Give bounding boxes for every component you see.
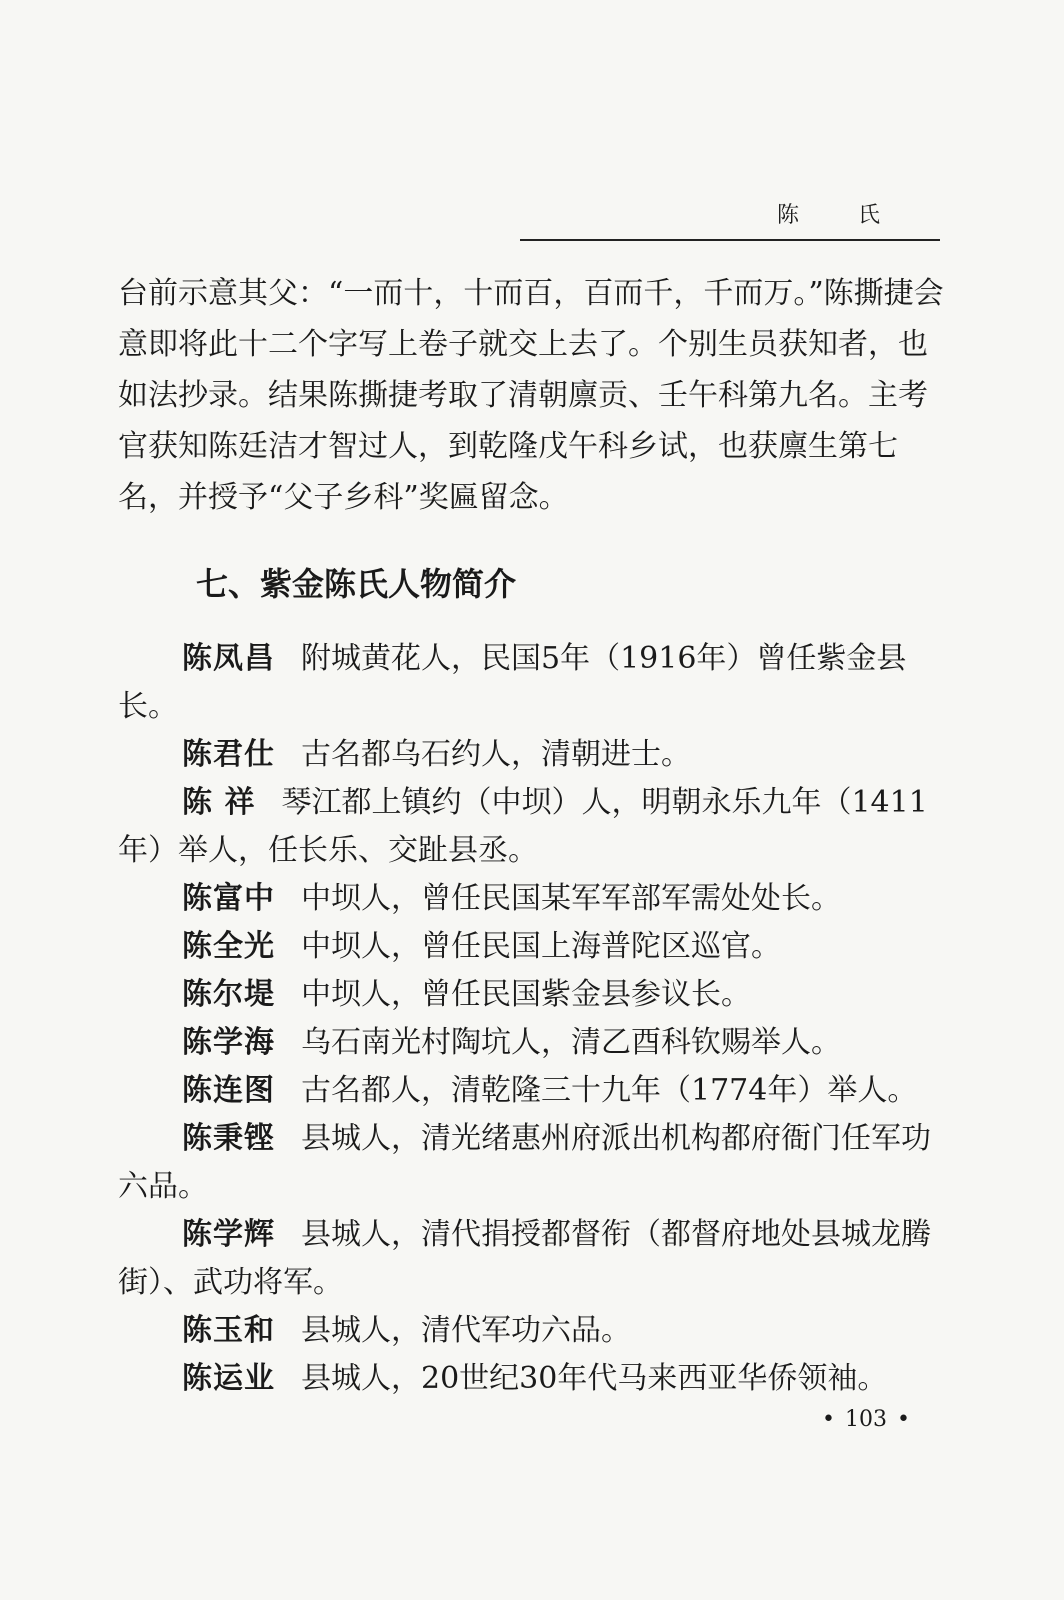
entry-text: 县城人，20世纪30年代马来西亚华侨领袖。 xyxy=(301,1361,888,1396)
running-head-rule xyxy=(520,239,940,241)
entry-text: 县城人，清光绪惠州府派出机构都府衙门任军功六品。 xyxy=(118,1121,931,1204)
running-head-title: 陈 氏 xyxy=(777,203,906,228)
entry-text: 中坝人，曾任民国紫金县参议长。 xyxy=(301,977,751,1012)
biography-entry xyxy=(118,1355,956,1403)
page-number-footer xyxy=(812,1406,920,1434)
entry-text: 古名都乌石约人，清朝进士。 xyxy=(301,737,691,772)
page-content xyxy=(118,268,956,1403)
biography-entry xyxy=(118,635,956,731)
entry-name: 陈富中 xyxy=(182,881,275,916)
biography-entry xyxy=(118,875,956,923)
biography-entry xyxy=(118,971,956,1019)
entry-text: 县城人，清代军功六品。 xyxy=(301,1313,631,1348)
entry-name: 陈君仕 xyxy=(182,737,275,772)
biography-entry xyxy=(118,1211,956,1307)
entry-name: 陈 祥 xyxy=(182,785,256,820)
entry-text: 古名都人，清乾隆三十九年（1774年）举人。 xyxy=(301,1073,918,1108)
biography-entry xyxy=(118,731,956,779)
folio-bullet-right: • xyxy=(896,1407,910,1432)
entry-name: 陈凤昌 xyxy=(182,641,275,676)
opening-paragraph: 台前示意其父：“一而十，十而百，百而千，千而万。”陈撕捷会意即将此十二个字写上卷子就交上去了。个别生员获知者，也如法抄录。结果陈撕捷考取了清朝廪贡、壬午科第九名。主考官获知陈廷洁才智过人，到乾隆戊午科乡试，也获廪生第七名，并授予“父子乡科”奖匾留念。 xyxy=(118,276,944,515)
section-heading: 七、紫金陈氏人物简介 xyxy=(196,565,517,603)
entry-name: 陈尔堤 xyxy=(182,977,275,1012)
entry-name: 陈学海 xyxy=(182,1025,275,1060)
entry-text: 附城黄花人，民国5年（1916年）曾任紫金县长。 xyxy=(118,641,907,724)
entry-text: 中坝人，曾任民国上海普陀区巡官。 xyxy=(301,929,781,964)
entry-name: 陈运业 xyxy=(182,1361,275,1396)
biography-list xyxy=(118,635,956,1403)
entry-name: 陈玉和 xyxy=(182,1313,275,1348)
page-number: 103 xyxy=(844,1407,887,1432)
biography-entry xyxy=(118,1307,956,1355)
entry-name: 陈连图 xyxy=(182,1073,275,1108)
folio-bullet-left: • xyxy=(822,1407,835,1432)
entry-name: 陈学辉 xyxy=(182,1217,275,1252)
entry-text: 县城人，清代捐授都督衔（都督府地处县城龙腾街）、武功将军。 xyxy=(118,1217,931,1300)
entry-text: 乌石南光村陶坑人，清乙酉科钦赐举人。 xyxy=(301,1025,841,1060)
biography-entry xyxy=(118,1067,956,1115)
entry-name: 陈秉铿 xyxy=(182,1121,275,1156)
biography-entry xyxy=(118,1019,956,1067)
entry-name: 陈全光 xyxy=(182,929,275,964)
entry-text: 琴江都上镇约（中坝）人，明朝永乐九年（1411年）举人，任长乐、交趾县丞。 xyxy=(118,785,928,868)
running-head xyxy=(520,202,940,242)
biography-entry xyxy=(118,923,956,971)
biography-entry xyxy=(118,779,956,875)
biography-entry xyxy=(118,1115,956,1211)
entry-text: 中坝人，曾任民国某军军部军需处处长。 xyxy=(301,881,841,916)
